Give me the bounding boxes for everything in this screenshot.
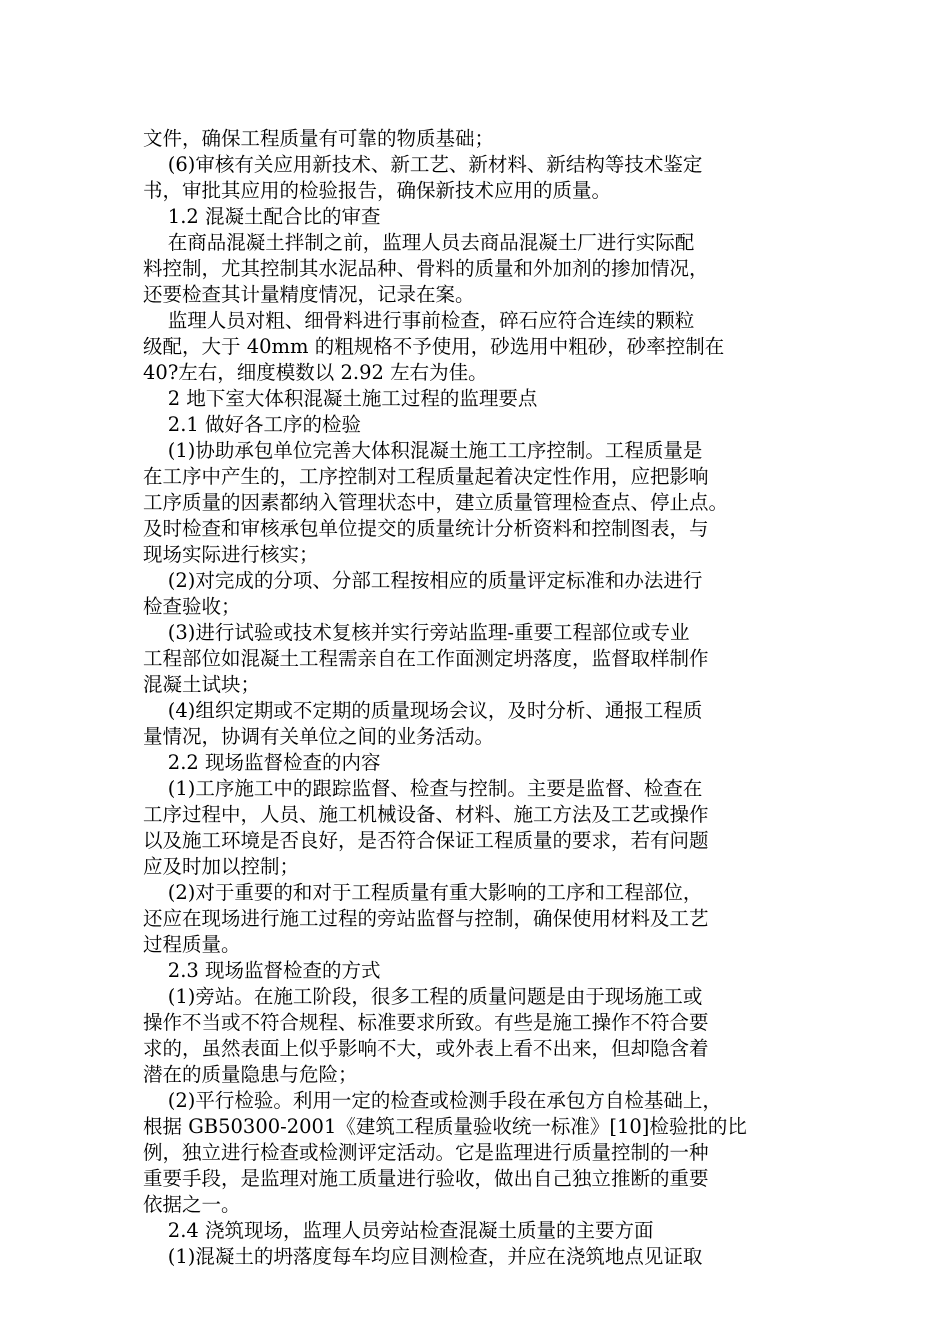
text-line: 料控制，尤其控制其水泥品种、骨料的质量和外加剂的掺加情况， [143, 257, 709, 280]
text-line: (1)工序施工中的跟踪监督、检查与控制。主要是监督、检查在 [143, 777, 703, 800]
text-line: (3)进行试验或技术复核并实行旁站监理-重要工程部位或专业 [143, 621, 690, 644]
text-line: 在商品混凝土拌制之前，监理人员去商品混凝土厂进行实际配 [143, 231, 695, 254]
text-line: 在工序中产生的，工序控制对工程质量起着决定性作用，应把影响 [143, 465, 709, 488]
section-heading: 2 地下室大体积混凝土施工过程的监理要点 [143, 387, 538, 410]
text-line: (4)组织定期或不定期的质量现场会议，及时分析、通报工程质 [143, 699, 703, 722]
text-line: 量情况，协调有关单位之间的业务活动。 [143, 725, 495, 748]
text-line: 依据之一。 [143, 1193, 241, 1216]
text-line: 以及施工环境是否良好，是否符合保证工程质量的要求，若有问题 [143, 829, 709, 852]
text-line: 还要检查其计量精度情况，记录在案。 [143, 283, 475, 306]
text-line: 潜在的质量隐患与危险； [143, 1063, 358, 1086]
section-heading: 2.2 现场监督检查的内容 [143, 751, 381, 774]
document-body [143, 126, 813, 1270]
text-line: 混凝土试块； [143, 673, 261, 696]
section-heading: 2.4 浇筑现场，监理人员旁站检查混凝土质量的主要方面 [143, 1219, 654, 1242]
text-line: 检查验收； [143, 595, 241, 618]
text-line: (1)旁站。在施工阶段，很多工程的质量问题是由于现场施工或 [143, 985, 703, 1008]
text-line: (2)对完成的分项、分部工程按相应的质量评定标准和办法进行 [143, 569, 703, 592]
text-line: 级配，大于 40mm 的粗规格不予使用，砂选用中粗砂，砂率控制在 [143, 335, 725, 358]
text-line: 书，审批其应用的检验报告，确保新技术应用的质量。 [143, 179, 612, 202]
text-line: 重要手段，是监理对施工质量进行验收，做出自己独立推断的重要 [143, 1167, 709, 1190]
text-line: 工序质量的因素都纳入管理状态中，建立质量管理检查点、停止点。 [143, 491, 729, 514]
text-line: 监理人员对粗、细骨料进行事前检查，碎石应符合连续的颗粒 [143, 309, 695, 332]
text-line: 还应在现场进行施工过程的旁站监督与控制，确保使用材料及工艺 [143, 907, 709, 930]
text-line: 工序过程中，人员、施工机械设备、材料、施工方法及工艺或操作 [143, 803, 709, 826]
text-line: 及时检查和审核承包单位提交的质量统计分析资料和控制图表，与 [143, 517, 709, 540]
text-line: 根据 GB50300-2001《建筑工程质量验收统一标准》[10]检验批的比 [143, 1115, 747, 1138]
text-line: (1)混凝土的坍落度每车均应目测检查，并应在浇筑地点见证取 [143, 1245, 703, 1268]
text-line: 过程质量。 [143, 933, 241, 956]
text-line: 40?左右，细度模数以 2.92 左右为佳。 [143, 361, 488, 384]
text-line: 操作不当或不符合规程、标准要求所致。有些是施工操作不符合要 [143, 1011, 709, 1034]
text-line: 例，独立进行检查或检测评定活动。它是监理进行质量控制的一种 [143, 1141, 709, 1164]
text-line: 应及时加以控制； [143, 855, 300, 878]
section-heading: 2.1 做好各工序的检验 [143, 413, 362, 436]
text-line: 工程部位如混凝土工程需亲自在工作面测定坍落度，监督取样制作 [143, 647, 709, 670]
text-line: 文件，确保工程质量有可靠的物质基础； [143, 127, 495, 150]
text-line: (2)平行检验。利用一定的检查或检测手段在承包方自检基础上， [143, 1089, 722, 1112]
section-heading: 1.2 混凝土配合比的审查 [143, 205, 381, 228]
text-line: (2)对于重要的和对于工程质量有重大影响的工序和工程部位， [143, 881, 703, 904]
section-heading: 2.3 现场监督检查的方式 [143, 959, 381, 982]
text-line: (6)审核有关应用新技术、新工艺、新材料、新结构等技术鉴定 [143, 153, 703, 176]
text-line: (1)协助承包单位完善大体积混凝土施工工序控制。工程质量是 [143, 439, 703, 462]
text-line: 现场实际进行核实； [143, 543, 319, 566]
text-line: 求的，虽然表面上似乎影响不大，或外表上看不出来，但却隐含着 [143, 1037, 709, 1060]
